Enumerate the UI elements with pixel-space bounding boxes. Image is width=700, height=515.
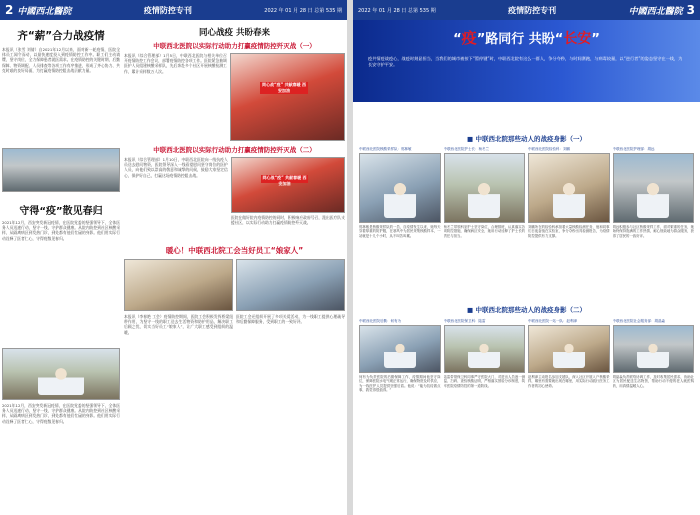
center-heading: 同心战疫 共盼春来 (199, 28, 270, 38)
hero-title-changan: 长安 (563, 31, 592, 47)
section2-heading: ■ 中联西北院那些动人的战疫身影（二） (353, 305, 700, 314)
left-column (2, 22, 120, 515)
left-page-header (0, 0, 347, 20)
profile-card (613, 318, 695, 495)
profile-card-photo (528, 153, 610, 223)
center-photo3 (124, 259, 233, 311)
hero-title-pre: “ (453, 32, 462, 47)
profile-card-heading: 中联西北医院护士长：杨冬兰 (443, 147, 489, 151)
profile-card-photo (528, 325, 610, 373)
center-sub2: 中联西北医院以实际行动助力打赢疫情防控歼灭战（二） (153, 146, 316, 154)
section-title: 疫情防控专刊 (143, 5, 192, 15)
profile-card (359, 318, 441, 495)
hero-text: 疫共情疫战疫心，战疫时刻显担当，当我们的城市被按下“暂停键”时，中联西北院有这么一群人，争分夺秒，与时间赛跑，与病毒较量，以“逆行者”的姿态坚守在一线，为长安守护平安。 (368, 56, 683, 68)
profile-card-photo (444, 153, 526, 223)
right-page (353, 0, 700, 515)
hero-title-mid: ”路同行 共盼“ (476, 32, 564, 47)
profile-card-caption: 胡晶淼负责联络协调工作，及时收集居民需求，协助社区为居民配送生活物资，帮助行动不便的老人就医购药，用真情温暖人心。 (612, 375, 694, 388)
photo-figure (384, 343, 416, 368)
profile-card (359, 146, 441, 277)
center-body3: 本报讯（李春艳 工会）疫情防控期间，医院工会积极发挥桥梁纽带作用，为坚守一线的职工送去生活物资和防护用品，解决职工后顾之忧，切实当好员工“娘家人”，让广大职工感受到组织的温暖。 (124, 314, 233, 335)
article2-photo (2, 348, 120, 400)
hero-title (353, 27, 700, 48)
center-body1: 本报讯（综合管理部）1月5日，中联西北医院与相关单位召开疫情防控工作会议，部署疫情防控各项工作。医院紧急抽调医护人员组建核酸采样队，先后奔赴多个社区开展核酸检测工作，累计采样数万人次。 (124, 53, 227, 74)
masthead: 中國西北醫院 (628, 6, 683, 17)
profile-card (444, 318, 526, 495)
masthead: 中國西北醫院 (17, 6, 72, 17)
profile-card (528, 146, 610, 277)
profile-card-caption: 赵利津主动报名参加支援队，深入社区开展入户核酸采样，哪里有需要就出现在哪里，用实际行动践行医务工作者的初心使命。 (528, 375, 610, 388)
article1-title: 齐“薪”合力战疫情 (17, 30, 105, 42)
profile-card-caption: 胡远积极参与社区核酸采样工作，面对繁重的任务，她始终保持饱满的工作热情，耐心细致地为群众服务，获得了居民的一致好评。 (612, 225, 694, 238)
section-title: 疫情防控专刊 (508, 5, 557, 15)
profile-card-heading: 中联西北医院社会服务部：胡晶淼 (612, 319, 665, 323)
article1-photo (2, 148, 120, 192)
profile-card-heading: 中联西北医院保卫科：陆雷 (443, 319, 486, 323)
center-photo1 (230, 53, 345, 141)
photo-figure (468, 343, 500, 368)
page-number: 3 (686, 3, 695, 17)
article2-title: 守得“疫”散见春归 (19, 206, 103, 217)
profile-card-heading: 中联西北医院护理部：胡远 (612, 147, 655, 151)
center-sub3-title: 暖心！中联西北院工会当好员工“娘家人” (165, 246, 304, 255)
center-column (124, 22, 345, 515)
profile-card-photo (359, 153, 441, 223)
profile-card-photo (444, 325, 526, 373)
issue-info: 2022 年 01 月 28 日 总第 535 期 (264, 7, 342, 14)
profile-card-photo (613, 325, 695, 373)
photo-figure (637, 343, 669, 368)
profile-card-photo (359, 325, 441, 373)
hero-title-yi: 疫 (461, 29, 477, 47)
hero-banner (353, 20, 700, 102)
right-page-header (353, 0, 700, 20)
article2-body-cont: 2021年12月，西安突发新冠疫情，在医院党委的坚强领导下，全体医务人员迅速行动，坚守一线，守护群众健康。从院内防控到社区核酸采样，从隔离病区到发热门诊，到处都有他们忙碌的身影。他们用实际行动诠释了医者仁心，守得疫散见春归。 (2, 403, 120, 424)
profile-card-heading: 中联西北医院一站一队：赵利津 (528, 319, 577, 323)
section1-heading: ■ 中联西北院那些动人的战疫身影（一） (353, 134, 700, 143)
article2-body: 2021年12月，西安突发新冠疫情，在医院党委的坚强领导下，全体医务人员迅速行动，坚守一线，守护群众健康。从院内防控到社区核酸采样，从隔离病区到发热门诊，到处都有他们忙碌的身影。他们用实际行动诠释了医者仁心，守得疫散见春归。 (2, 220, 120, 241)
profile-card-caption: 杨冬兰带领科室护士坚守岗位，合理排班，认真落实各项防控措施，确保病区安全，她用行动诠释了护士长的责任与担当。 (443, 225, 525, 238)
profile-card-heading: 中联西北医院后勤：何有为 (359, 319, 401, 323)
row2-grid (359, 318, 694, 495)
profile-card-heading: 中联西北医院核酸采样队：郭林敏 (359, 147, 412, 151)
photo1-banner: 同心战“疫” 共献春暖 西安加油 (262, 81, 307, 93)
center-body3b: 医院工会还组织开展了多项关爱活动，为一线职工提供心理疏导和后勤保障服务，受到职工的一致好评。 (236, 314, 345, 325)
left-page (0, 0, 347, 515)
profile-card (444, 146, 526, 277)
profile-card (528, 318, 610, 495)
row1-grid (359, 146, 694, 277)
profile-card-caption: 陆雷带领保卫科同事严守医院大门，对进出人员逐一测温、扫码、查验核酸证明，严格落实预检分诊制度，筑牢医院疫情防控的第一道防线。 (443, 375, 525, 388)
profile-card (613, 146, 695, 277)
profile-card-caption: 郭林敏是核酸采样队的一员，自疫情发生以来，她每天穿着厚重的防护服，在寒风中为居民采集核酸样本，一站就是十几个小时，从不叫苦叫累。 (359, 225, 441, 238)
photo-figure (553, 181, 585, 218)
article1-body: 本报讯（张雪 刘倩）自2021年12月以来，面对新一轮疫情，医院全体员工闻令而动，以最快速度投入到疫情防控工作中。职工们主动请缨，坚守岗位，全力保障患者就医需求。在疫情防控的关键时期，后勤保障、物资调配、人员排查等各项工作有序推进，形成了齐心协力、共克时艰的良好局面，为打赢疫情防控阻击战贡献力量。 (2, 47, 120, 73)
photo-figure (384, 181, 416, 218)
profile-card-caption: 何有为负责医院的后勤保障工作，疫情期间他坚守岗位，保障医院水电气暖正常运行，确保物资及时供应，为一线医护人员提供坚强后盾。他说：“能为抗疫做点事，我觉得很值得。” (359, 375, 441, 393)
photo-figure (468, 181, 500, 218)
center-body2b: 医院在做好院内疫情防控的同时，积极响应政府号召，派出医疗队支援社区，以实际行动助力打赢疫情防控歼灭战。 (230, 215, 345, 226)
center-sub1: 中联西北医院以实际行动助力打赢疫情防控歼灭战（一） (153, 42, 316, 50)
center-photo2 (231, 157, 345, 213)
page-number: 2 (5, 3, 14, 17)
issue-info: 2022 年 01 月 28 日 总第 535 期 (358, 7, 436, 14)
photo2-banner: 同心战“疫” 共献春暖 西安加油 (262, 175, 307, 187)
photo-figure (38, 368, 84, 396)
hero-title-post: ” (591, 32, 600, 47)
center-photo4 (236, 259, 345, 311)
profile-card-heading: 中联西北医院检验科：刘鹏 (528, 147, 570, 151)
profile-card-caption: 刘鹏所在的检验科承担着大量核酸检测任务，他和同事们日夜奋战在实验室，争分夺秒出具检测报告，为疫情防控提供有力支撑。 (528, 225, 610, 238)
photo-figure (637, 181, 669, 218)
center-body2: 本报讯（综合管理部）1月10日，中联西北医院向一线抗疫人员送去慰问物资，医院领导深入一线看望慰问坚守岗位的医护人员，向他们致以崇高的敬意和诚挚的问候，鼓励大家坚定信心，保护好自己，打赢这场疫情防控阻击战。 (124, 157, 228, 178)
profile-card-photo (613, 153, 695, 223)
photo-figure (553, 343, 585, 368)
